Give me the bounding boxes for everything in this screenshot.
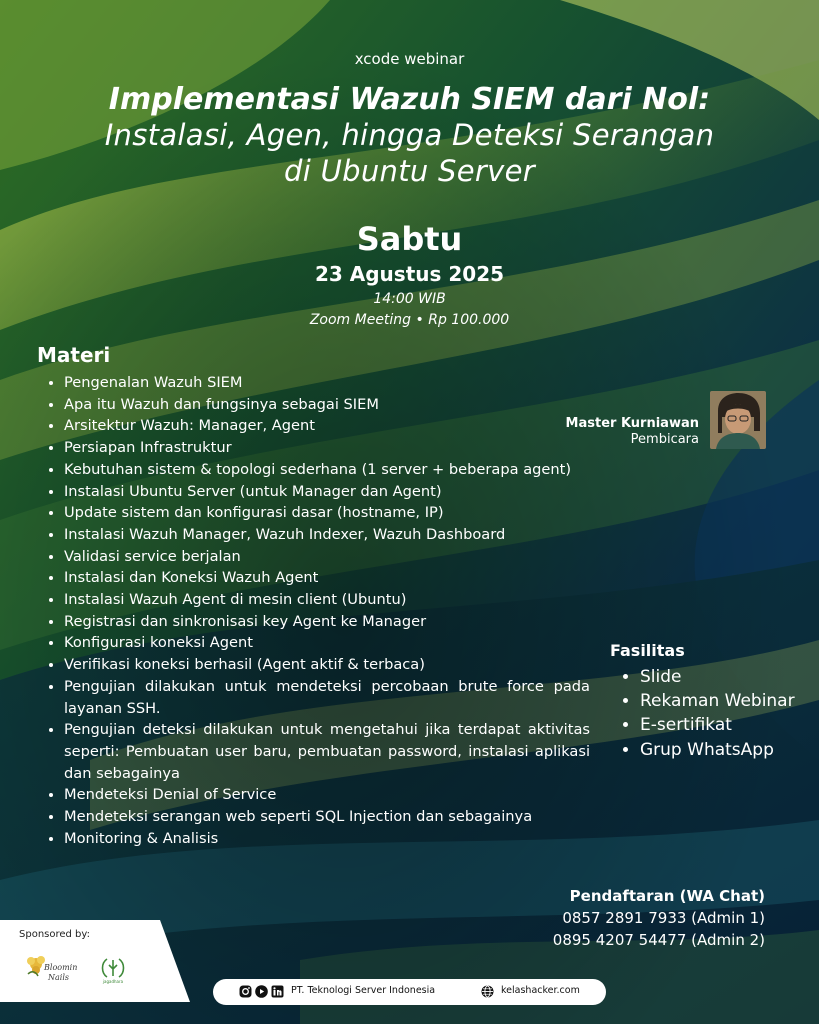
materi-item: • Monitoring & Analisis	[64, 828, 590, 850]
materi-item: • Persiapan Infrastruktur	[64, 437, 590, 459]
registration-contact-1[interactable]: 0857 2891 7933 (Admin 1)	[562, 909, 765, 927]
materi-item: • Apa itu Wazuh dan fungsinya sebagai SIEM	[64, 394, 590, 416]
svg-text:Bloomin: Bloomin	[44, 963, 78, 972]
fasilitas-item: • Slide	[640, 665, 819, 689]
materi-item: • Instalasi dan Koneksi Wazuh Agent	[64, 567, 590, 589]
materi-item: • Mendeteksi serangan web seperti SQL Injection dan sebagainya	[64, 806, 590, 828]
registration-contact-2[interactable]: 0895 4207 54477 (Admin 2)	[552, 931, 765, 949]
materi-item: • Mendeteksi Denial of Service	[64, 784, 590, 806]
event-venue-price: Zoom Meeting • Rp 100.000	[309, 312, 510, 328]
jagadhara-logo	[95, 951, 131, 987]
materi-item: • Validasi service berjalan	[64, 546, 590, 568]
fasilitas-item: • Rekaman Webinar	[640, 689, 819, 713]
fasilitas-list	[618, 665, 819, 762]
speaker-portrait-icon	[710, 391, 766, 449]
speaker-name: Master Kurniawan	[565, 416, 699, 431]
fasilitas-item: • E-sertifikat	[640, 713, 819, 737]
event-title: Implementasi Wazuh SIEM dari Nol:	[108, 82, 711, 117]
event-time: 14:00 WIB	[373, 291, 446, 307]
materi-item: • Pengujian dilakukan untuk mendeteksi percobaan brute force pada layanan SSH.	[64, 676, 590, 719]
event-date: 23 Agustus 2025	[314, 262, 505, 286]
svg-text:jagadhara: jagadhara	[102, 979, 124, 984]
linkedin-icon[interactable]	[271, 985, 284, 998]
materi-list	[42, 372, 590, 849]
materi-item: • Pengujian deteksi dilakukan untuk mengetahui jika terdapat aktivitas seperti: Pembuatan user baru, pembuatan password, instalasi aplikasi dan sebagainya	[64, 719, 590, 784]
youtube-icon[interactable]	[255, 985, 268, 998]
materi-item: • Verifikasi koneksi berhasil (Agent aktif & terbaca)	[64, 654, 590, 676]
instagram-icon[interactable]	[239, 985, 252, 998]
event-eyebrow: xcode webinar	[354, 50, 465, 68]
registration-heading: Pendaftaran (WA Chat)	[569, 887, 765, 905]
event-subtitle-line-1: Instalasi, Agen, hingga Deteksi Serangan	[104, 118, 715, 152]
materi-item: • Registrasi dan sinkronisasi key Agent ke Manager	[64, 611, 590, 633]
sponsor-label: Sponsored by:	[19, 929, 90, 940]
event-day: Sabtu	[356, 220, 463, 258]
globe-icon	[481, 985, 494, 998]
speaker-photo	[710, 391, 766, 449]
materi-item: • Konfigurasi koneksi Agent	[64, 632, 590, 654]
materi-item: • Update sistem dan konfigurasi dasar (hostname, IP)	[64, 502, 590, 524]
footer-website-link[interactable]: kelashacker.com	[501, 985, 580, 996]
materi-item: • Kebutuhan sistem & topologi sederhana (1 server + beberapa agent)	[64, 459, 590, 481]
materi-item: • Arsitektur Wazuh: Manager, Agent	[64, 415, 590, 437]
materi-heading: Materi	[37, 343, 111, 367]
svg-text:Nails: Nails	[48, 973, 69, 982]
footer-company: PT. Teknologi Server Indonesia	[291, 985, 436, 996]
event-subtitle-line-2: di Ubuntu Server	[284, 154, 535, 188]
fasilitas-heading: Fasilitas	[610, 641, 685, 660]
materi-item: • Instalasi Wazuh Manager, Wazuh Indexer, Wazuh Dashboard	[64, 524, 590, 546]
materi-item: • Instalasi Ubuntu Server (untuk Manager dan Agent)	[64, 481, 590, 503]
materi-item: • Instalasi Wazuh Agent di mesin client (Ubuntu)	[64, 589, 590, 611]
bloomin-nails-logo	[22, 950, 78, 988]
speaker-role: Pembicara	[630, 432, 699, 447]
materi-item: • Pengenalan Wazuh SIEM	[64, 372, 590, 394]
fasilitas-item: • Grup WhatsApp	[640, 738, 819, 762]
